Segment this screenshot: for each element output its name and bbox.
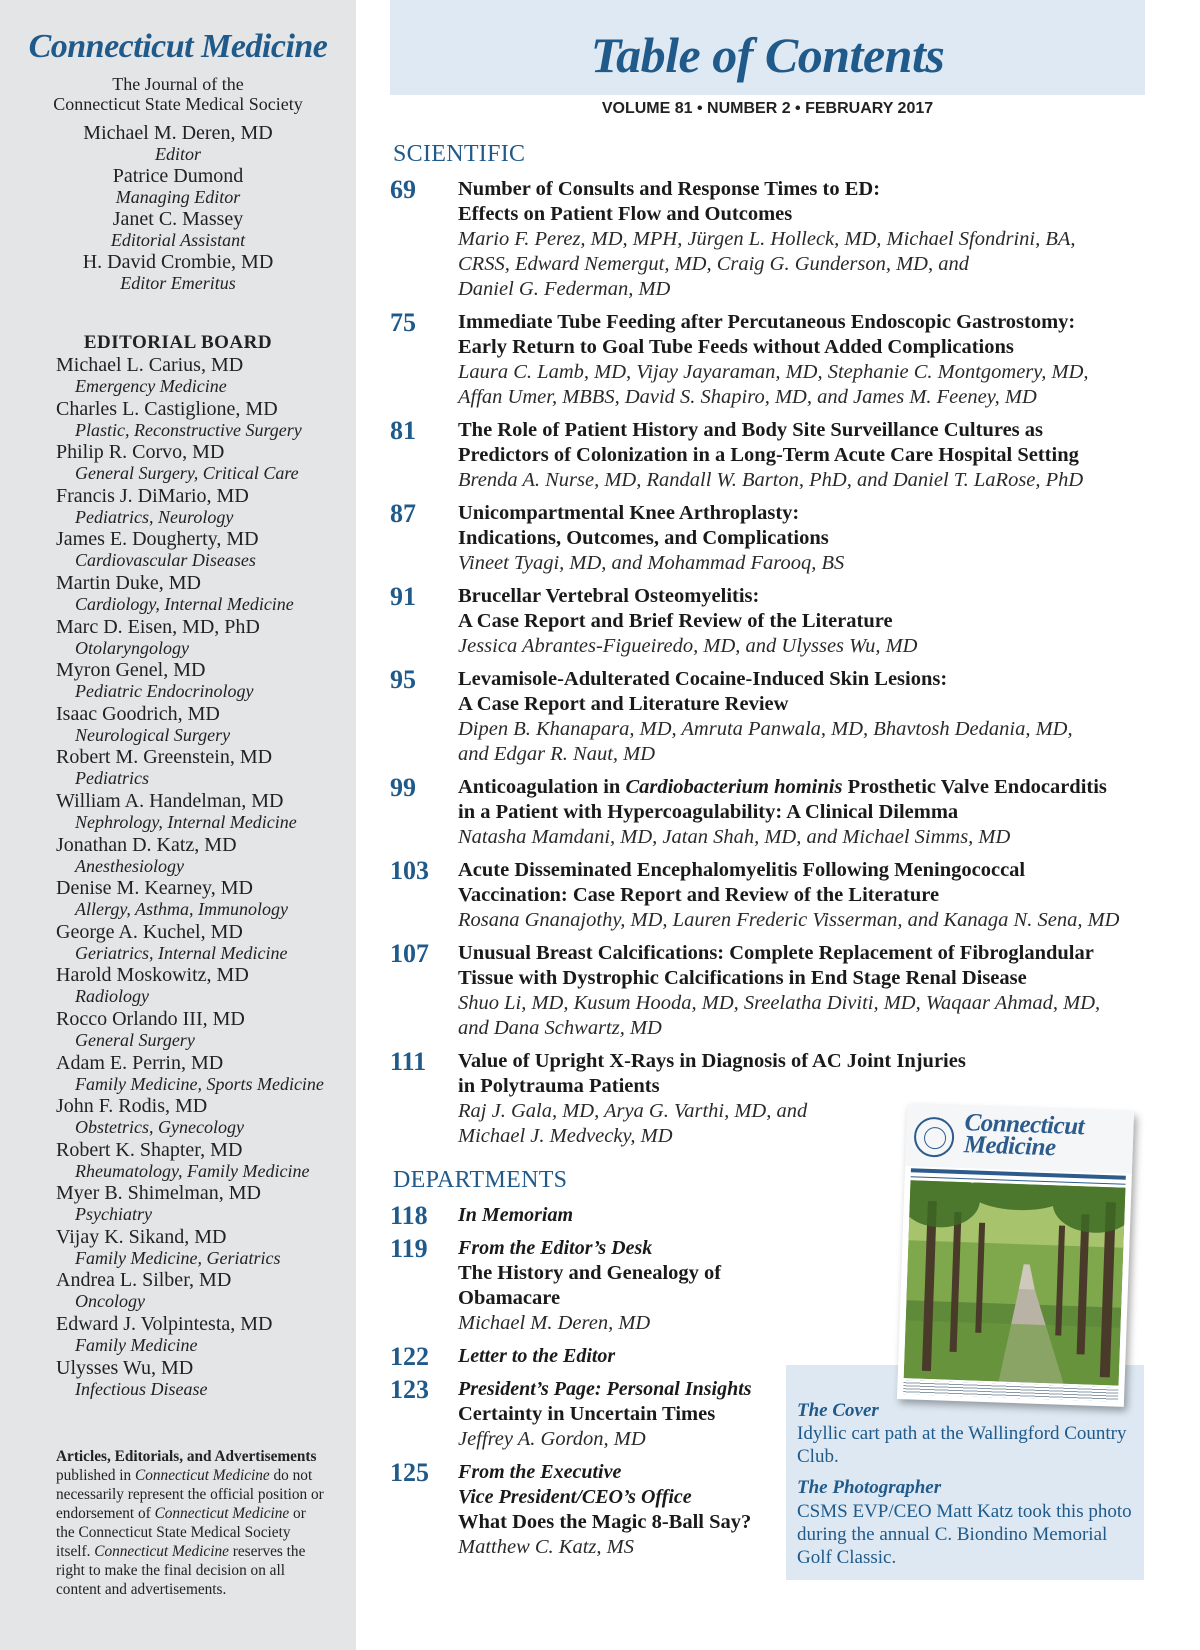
article-title-line: Early Return to Goal Tube Feeds without Added Complications — [458, 336, 1014, 358]
board-member — [56, 441, 356, 485]
disclaimer-journal: Connecticut Medicine — [135, 1467, 270, 1484]
cover-masthead — [905, 1104, 1134, 1174]
department-kicker: Letter to the Editor — [458, 1345, 616, 1367]
staff-name: Patrice Dumond — [112, 165, 244, 187]
board-member-specialty: Cardiovascular Diseases — [75, 550, 256, 571]
staff-name: H. David Crombie, MD — [82, 251, 274, 273]
article-entry[interactable] — [390, 418, 1170, 493]
board-member-name: Vijay K. Sikand, MD — [56, 1225, 227, 1248]
board-member-specialty: Pediatric Endocrinology — [75, 681, 254, 702]
board-member-name: Isaac Goodrich, MD — [56, 702, 220, 725]
staff-role: Editorial Assistant — [110, 230, 246, 250]
article-title-line: A Case Report and Brief Review of the Literature — [458, 610, 893, 632]
article-authors-line: and Dana Schwartz, MD — [458, 1017, 662, 1039]
board-member-specialty: Anesthesiology — [75, 855, 184, 876]
board-member-name: Michael L. Carius, MD — [56, 354, 244, 376]
article-title-line: Predictors of Colonization in a Long-Term Acute Care Hospital Setting — [458, 444, 1079, 466]
board-member-specialty: Rheumatology, Family Medicine — [75, 1160, 310, 1181]
board-member — [56, 485, 356, 529]
issue-line: VOLUME 81 • NUMBER 2 • FEBRUARY 2017 — [601, 100, 934, 117]
article-entry[interactable] — [390, 310, 1170, 410]
cover-description: Idyllic cart path at the Wallingford Country Club. — [797, 1423, 1127, 1467]
board-member-name: Adam E. Perrin, MD — [56, 1051, 224, 1074]
article-entry[interactable] — [390, 584, 1170, 659]
department-body — [458, 1236, 790, 1336]
disclaimer-journal: Connecticut Medicine — [154, 1505, 290, 1522]
staff-name: Michael M. Deren, MD — [83, 122, 273, 144]
article-body — [458, 501, 1170, 576]
article-authors-line: Vineet Tyagi, MD, and Mohammad Farooq, BS — [458, 552, 845, 574]
article-body — [458, 667, 1170, 767]
board-member-name: Francis J. DiMario, MD — [56, 484, 249, 507]
staff-name: Janet C. Massey — [112, 208, 244, 230]
article-title-line: Brucellar Vertebral Osteomyelitis: — [458, 585, 760, 607]
article-page-number: 75 — [390, 308, 416, 337]
editorial-staff — [0, 122, 356, 294]
board-member-specialty: General Surgery — [75, 1029, 195, 1050]
article-authors-line: Rosana Gnanajothy, MD, Lauren Frederic Visserman, and Kanaga N. Sena, MD — [458, 909, 1120, 931]
article-authors-line: Raj J. Gala, MD, Arya G. Varthi, MD, and — [458, 1100, 808, 1122]
board-member-specialty: Cardiology, Internal Medicine — [75, 593, 294, 614]
board-member — [56, 1313, 356, 1357]
article-page-number: 95 — [390, 665, 416, 694]
article-title-text: Prosthetic Valve Endocarditis — [842, 776, 1107, 798]
board-member-specialty: Emergency Medicine — [75, 376, 227, 396]
page-title: Table of Contents — [590, 27, 945, 83]
department-author: Matthew C. Katz, MS — [458, 1536, 634, 1558]
article-page-number: 87 — [390, 499, 416, 528]
article-page-number: 69 — [390, 175, 416, 204]
disclaimer-text: do not necessarily represent the official position or endorsement of — [56, 1467, 324, 1522]
article-page-number: 91 — [390, 582, 416, 611]
board-member-specialty: Psychiatry — [75, 1204, 152, 1225]
board-member-name: James E. Dougherty, MD — [56, 528, 259, 551]
board-member-name: Denise M. Kearney, MD — [56, 877, 253, 900]
board-member-name: Myron Genel, MD — [56, 659, 206, 682]
article-authors-line: Michael J. Medvecky, MD — [458, 1125, 673, 1147]
board-member-specialty: Neurological Surgery — [75, 724, 231, 745]
department-page-number: 123 — [390, 1375, 429, 1404]
article-entry[interactable] — [390, 775, 1170, 850]
disclaimer-lead: Articles, Editorials, and Advertisements — [56, 1448, 317, 1465]
board-member-name: Jonathan D. Katz, MD — [56, 833, 237, 856]
board-member-specialty: Radiology — [75, 986, 149, 1007]
article-entry[interactable] — [390, 858, 1170, 933]
board-member — [56, 354, 356, 398]
board-member-specialty: Infectious Disease — [75, 1378, 208, 1399]
board-member-specialty: Allergy, Asthma, Immunology — [75, 899, 288, 920]
article-title-line: Effects on Patient Flow and Outcomes — [458, 203, 793, 225]
board-member-specialty: Otolaryngology — [75, 637, 189, 658]
department-kicker: President’s Page: Personal Insights — [458, 1378, 752, 1400]
department-page-number: 118 — [390, 1201, 428, 1230]
department-entry[interactable] — [390, 1236, 790, 1336]
board-member-specialty: Oncology — [75, 1291, 145, 1312]
editorial-board-heading: EDITORIAL BOARD — [83, 332, 273, 353]
disclaimer-text: or the Connecticut State Medical Society itself. — [56, 1505, 306, 1560]
article-title-line: A Case Report and Literature Review — [458, 693, 789, 715]
department-author: Jeffrey A. Gordon, MD — [458, 1428, 646, 1450]
article-authors-line: Affan Umer, MBBS, David S. Shapiro, MD, and James M. Feeney, MD — [458, 386, 1037, 408]
department-title: Certainty in Uncertain Times — [458, 1403, 716, 1425]
article-page-number: 99 — [390, 773, 416, 802]
article-title-line: in Polytrauma Patients — [458, 1075, 660, 1097]
disclaimer-text: reserves the right to make the final decision on all content and advertisements. — [56, 1543, 306, 1598]
disclaimer-journal: Connecticut Medicine — [94, 1543, 229, 1560]
disclaimer — [56, 1447, 328, 1599]
board-member — [56, 834, 356, 878]
board-member-specialty: Nephrology, Internal Medicine — [75, 811, 297, 832]
department-body — [458, 1203, 790, 1228]
article-entry[interactable] — [390, 177, 1170, 302]
board-member-name: Andrea L. Silber, MD — [56, 1269, 232, 1292]
journal-title: Connecticut Medicine — [28, 28, 328, 65]
article-authors-line: Brenda A. Nurse, MD, Randall W. Barton, PhD, and Daniel T. LaRose, PhD — [458, 469, 1084, 491]
article-title-line: Tissue with Dystrophic Calcifications in End Stage Renal Disease — [458, 967, 1027, 989]
board-member — [56, 964, 356, 1008]
board-member-name: Robert M. Greenstein, MD — [56, 746, 273, 769]
board-member-name: Marc D. Eisen, MD, PhD — [56, 615, 260, 638]
department-kicker: Vice President/CEO’s Office — [458, 1486, 692, 1508]
department-kicker: In Memoriam — [458, 1204, 574, 1226]
board-member — [56, 1182, 356, 1226]
article-title-line: Indications, Outcomes, and Complications — [458, 527, 829, 549]
board-member-name: George A. Kuchel, MD — [56, 920, 243, 943]
scientific-article-list — [390, 177, 1170, 1157]
journal-subtitle-line: The Journal of the — [112, 74, 244, 94]
photographer-label: The Photographer — [797, 1477, 942, 1498]
department-page-number: 122 — [390, 1342, 429, 1371]
cover-label: The Cover — [797, 1400, 879, 1421]
article-authors-line: Natasha Mamdani, MD, Jatan Shah, MD, and Michael Simms, MD — [458, 826, 1011, 848]
article-body — [458, 418, 1170, 493]
article-title-line: The Role of Patient History and Body Site Surveillance Cultures as — [458, 419, 1044, 441]
board-member — [56, 572, 356, 616]
article-page-number: 103 — [390, 856, 429, 885]
board-member — [56, 1357, 356, 1401]
board-member-specialty: Obstetrics, Gynecology — [75, 1117, 244, 1138]
board-member — [56, 1269, 356, 1313]
article-body — [458, 858, 1170, 933]
article-entry[interactable] — [390, 667, 1170, 767]
disclaimer-text: published in — [56, 1467, 136, 1484]
department-kicker: From the Executive — [458, 1461, 622, 1483]
article-page-number: 111 — [390, 1047, 427, 1076]
staff-role: Editor Emeritus — [120, 273, 236, 293]
article-title-line: in a Patient with Hypercoagulability: A Clinical Dilemma — [458, 801, 959, 823]
department-entry[interactable] — [390, 1203, 790, 1228]
article-title-line: Acute Disseminated Encephalomyelitis Following Meningococcal — [458, 859, 1026, 881]
society-seal-icon — [913, 1116, 954, 1157]
board-member — [56, 921, 356, 965]
board-member-name: Martin Duke, MD — [56, 571, 201, 594]
board-member-name: Harold Moskowitz, MD — [56, 964, 249, 987]
board-member — [56, 1008, 356, 1052]
board-member — [56, 877, 356, 921]
board-member — [56, 398, 356, 442]
staff-role: Editor — [154, 144, 201, 164]
article-authors-line: Jessica Abrantes-Figueiredo, MD, and Ulysses Wu, MD — [458, 635, 918, 657]
department-title: The History and Genealogy of Obamacare — [458, 1262, 722, 1309]
article-authors-line: CRSS, Edward Nemergut, MD, Craig G. Gunderson, MD, and — [458, 253, 969, 275]
article-title-line: Levamisole-Adulterated Cocaine-Induced Skin Lesions: — [458, 668, 948, 690]
article-entry[interactable] — [390, 941, 1170, 1041]
department-title: What Does the Magic 8-Ball Say? — [458, 1511, 752, 1533]
article-authors-line: Daniel G. Federman, MD — [458, 278, 671, 300]
department-author: Michael M. Deren, MD — [458, 1312, 651, 1334]
article-title-italic: Cardiobacterium hominis — [625, 776, 843, 798]
board-member — [56, 616, 356, 660]
article-authors-line: Laura C. Lamb, MD, Vijay Jayaraman, MD, Stephanie C. Montgomery, MD, — [458, 361, 1089, 383]
cover-thumbnail — [897, 1104, 1134, 1407]
article-authors-line: Shuo Li, MD, Kusum Hooda, MD, Sreelatha Diviti, MD, Waqaar Ahmad, MD, — [458, 992, 1101, 1014]
department-entry[interactable] — [390, 1344, 790, 1369]
department-page-number: 125 — [390, 1458, 429, 1487]
board-member-specialty: Family Medicine — [75, 1335, 198, 1356]
article-title-line: Immediate Tube Feeding after Percutaneous Endoscopic Gastrostomy: — [458, 311, 1076, 333]
department-kicker: From the Editor’s Desk — [458, 1237, 653, 1259]
photographer-description: CSMS EVP/CEO Matt Katz took this photo during the annual C. Biondino Memorial Golf Classic. — [797, 1501, 1132, 1568]
article-title-line: Number of Consults and Response Times to ED: — [458, 178, 881, 200]
board-member-specialty: General Surgery, Critical Care — [75, 463, 299, 484]
board-member-name: Edward J. Volpintesta, MD — [56, 1313, 273, 1336]
article-body — [458, 310, 1170, 410]
department-body — [458, 1377, 790, 1452]
board-member-name: Rocco Orlando III, MD — [56, 1007, 245, 1030]
board-member-name: Robert K. Shapter, MD — [56, 1138, 243, 1161]
section-heading-departments: DEPARTMENTS — [393, 1167, 568, 1193]
board-member-name: Philip R. Corvo, MD — [56, 441, 225, 464]
department-entry[interactable] — [390, 1377, 790, 1452]
board-member-specialty: Plastic, Reconstructive Surgery — [75, 419, 302, 440]
article-title-line: Value of Upright X-Rays in Diagnosis of AC Joint Injuries — [458, 1050, 966, 1072]
article-title-line: Unicompartmental Knee Arthroplasty: — [458, 502, 800, 524]
department-body — [458, 1460, 790, 1560]
board-member-specialty: Family Medicine, Sports Medicine — [75, 1073, 324, 1094]
board-member-specialty: Pediatrics — [75, 768, 149, 789]
article-title-line: Unusual Breast Calcifications: Complete Replacement of Fibroglandular — [458, 942, 1094, 964]
article-title-line — [458, 775, 1170, 800]
board-member-name: John F. Rodis, MD — [56, 1095, 208, 1118]
article-body — [458, 775, 1170, 850]
board-member — [56, 1226, 356, 1270]
department-entry[interactable] — [390, 1460, 790, 1560]
article-title-line: Vaccination: Case Report and Review of the Literature — [458, 884, 940, 906]
departments-list — [390, 1203, 790, 1568]
board-member — [56, 659, 356, 703]
board-member — [56, 746, 356, 790]
article-page-number: 107 — [390, 939, 429, 968]
board-member — [56, 1139, 356, 1183]
board-member — [56, 790, 356, 834]
board-member-specialty: Family Medicine, Geriatrics — [75, 1247, 281, 1268]
article-authors-line: and Edgar R. Naut, MD — [458, 743, 656, 765]
article-authors-line: Dipen B. Khanapara, MD, Amruta Panwala, MD, Bhavtosh Dedania, MD, — [458, 718, 1073, 740]
staff-role: Managing Editor — [115, 187, 241, 207]
board-member-name: Ulysses Wu, MD — [56, 1356, 194, 1379]
cover-brand: Connecticut Medicine — [963, 1109, 1085, 1162]
board-member — [56, 1052, 356, 1096]
board-member — [56, 703, 356, 747]
article-page-number: 81 — [390, 416, 416, 445]
article-body — [458, 584, 1170, 659]
article-entry[interactable] — [390, 501, 1170, 576]
board-member — [56, 528, 356, 572]
board-member — [56, 1095, 356, 1139]
editorial-board-list — [56, 354, 356, 1400]
article-body — [458, 177, 1170, 302]
board-member-specialty: Pediatrics, Neurology — [75, 506, 234, 527]
journal-subtitle — [0, 74, 356, 114]
article-authors-line: Mario F. Perez, MD, MPH, Jürgen L. Holleck, MD, Michael Sfondrini, BA, — [458, 228, 1076, 250]
board-member-specialty: Geriatrics, Internal Medicine — [75, 942, 288, 963]
board-member-name: Charles L. Castiglione, MD — [56, 397, 278, 420]
cover-photo — [904, 1180, 1126, 1385]
article-title-text: Anticoagulation in — [458, 776, 626, 798]
editorial-sidebar — [0, 0, 356, 1650]
department-body — [458, 1344, 790, 1369]
journal-subtitle-line: Connecticut State Medical Society — [53, 94, 303, 114]
department-page-number: 119 — [390, 1234, 428, 1263]
board-member-name: Myer B. Shimelman, MD — [56, 1182, 261, 1205]
section-heading-scientific: SCIENTIFIC — [393, 141, 526, 167]
board-member-name: William A. Handelman, MD — [56, 789, 284, 812]
article-body — [458, 941, 1170, 1041]
